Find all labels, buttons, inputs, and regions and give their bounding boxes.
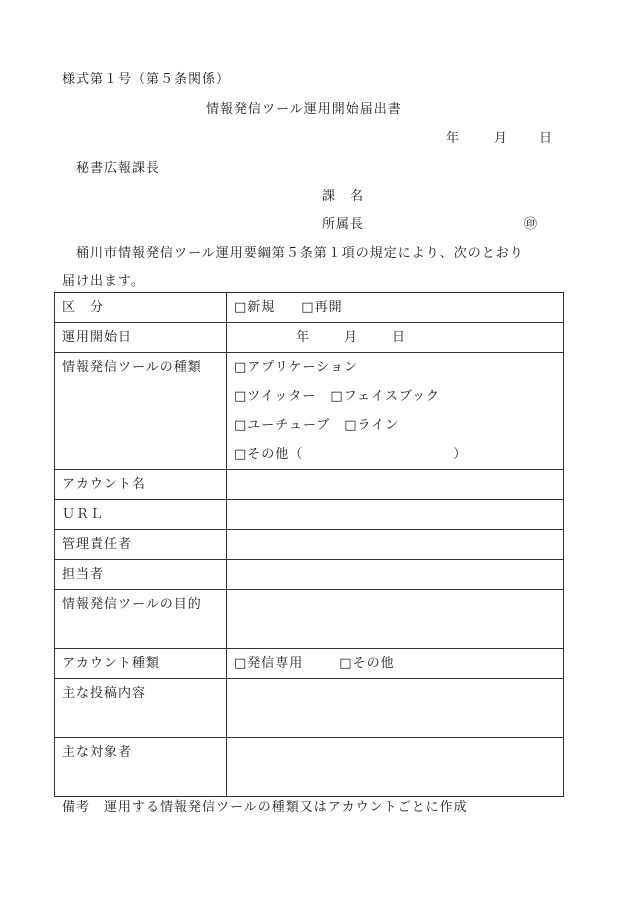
sender-head: 所属長 — [322, 217, 365, 232]
start-date-month: 月 — [344, 330, 359, 345]
tool-facebook-checkbox[interactable]: □フェイスブック — [330, 389, 440, 404]
table-row-main-content — [55, 679, 564, 738]
table-row-url — [55, 500, 564, 530]
document-title: 情報発信ツール運用開始届出書 — [206, 102, 402, 117]
category-resume-checkbox[interactable]: □再開 — [301, 300, 343, 315]
body-text-line2: 届け出ます。 — [62, 274, 145, 289]
tool-type-label: 情報発信ツールの種類 — [55, 353, 227, 470]
table-row-account-type — [55, 649, 564, 679]
purpose-label: 情報発信ツールの目的 — [55, 590, 227, 649]
date-year: 年 — [446, 131, 461, 146]
account-name-label: アカウント名 — [55, 470, 227, 500]
account-type-label: アカウント種類 — [55, 649, 227, 679]
person-in-charge-field[interactable] — [227, 560, 564, 590]
tool-other-checkbox[interactable]: □その他（ — [234, 447, 304, 462]
person-in-charge-label: 担当者 — [55, 560, 227, 590]
main-audience-field[interactable] — [227, 738, 564, 797]
url-label: ＵＲＬ — [55, 500, 227, 530]
tool-other-close: ） — [453, 447, 468, 462]
form-number: 様式第１号（第５条関係） — [62, 72, 231, 87]
table-row-manager — [55, 530, 564, 560]
account-type-options — [227, 649, 564, 679]
category-options — [227, 293, 564, 323]
tool-youtube-checkbox[interactable]: □ユーチューブ — [234, 418, 331, 433]
category-new-checkbox[interactable]: □新規 — [234, 300, 276, 315]
table-row-tool-type — [55, 353, 564, 470]
main-content-field[interactable] — [227, 679, 564, 738]
start-date-label: 運用開始日 — [55, 323, 227, 353]
account-send-only-checkbox[interactable]: □発信専用 — [234, 656, 304, 671]
date-day: 日 — [539, 131, 554, 146]
manager-field[interactable] — [227, 530, 564, 560]
seal-mark: ㊞ — [524, 217, 539, 232]
tool-twitter-checkbox[interactable]: □ツイッター — [234, 389, 317, 404]
table-row-category — [55, 293, 564, 323]
body-text-line1: 桶川市情報発信ツール運用要綱第５条第１項の規定により、次のとおり — [76, 246, 524, 261]
main-audience-label: 主な対象者 — [55, 738, 227, 797]
table-row-start-date — [55, 323, 564, 353]
account-name-field[interactable] — [227, 470, 564, 500]
main-content-label: 主な投稿内容 — [55, 679, 227, 738]
tool-line-checkbox[interactable]: □ライン — [344, 418, 400, 433]
start-date-day: 日 — [392, 330, 407, 345]
url-field[interactable] — [227, 500, 564, 530]
table-row-account-name — [55, 470, 564, 500]
tool-type-options — [227, 353, 564, 470]
table-row-main-audience — [55, 738, 564, 797]
notification-form-table — [54, 292, 564, 797]
addressee: 秘書広報課長 — [76, 161, 161, 176]
manager-label: 管理責任者 — [55, 530, 227, 560]
account-other-checkbox[interactable]: □その他 — [339, 656, 395, 671]
date-month: 月 — [494, 131, 509, 146]
sender-section: 課 名 — [322, 189, 365, 204]
start-date-field[interactable] — [227, 323, 564, 353]
purpose-field[interactable] — [227, 590, 564, 649]
table-row-purpose — [55, 590, 564, 649]
start-date-year: 年 — [296, 330, 311, 345]
table-row-person-in-charge — [55, 560, 564, 590]
remarks-note: 備考 運用する情報発信ツールの種類又はアカウントごとに作成 — [62, 800, 468, 815]
category-label: 区 分 — [55, 293, 227, 323]
tool-app-checkbox[interactable]: □アプリケーション — [234, 360, 358, 375]
